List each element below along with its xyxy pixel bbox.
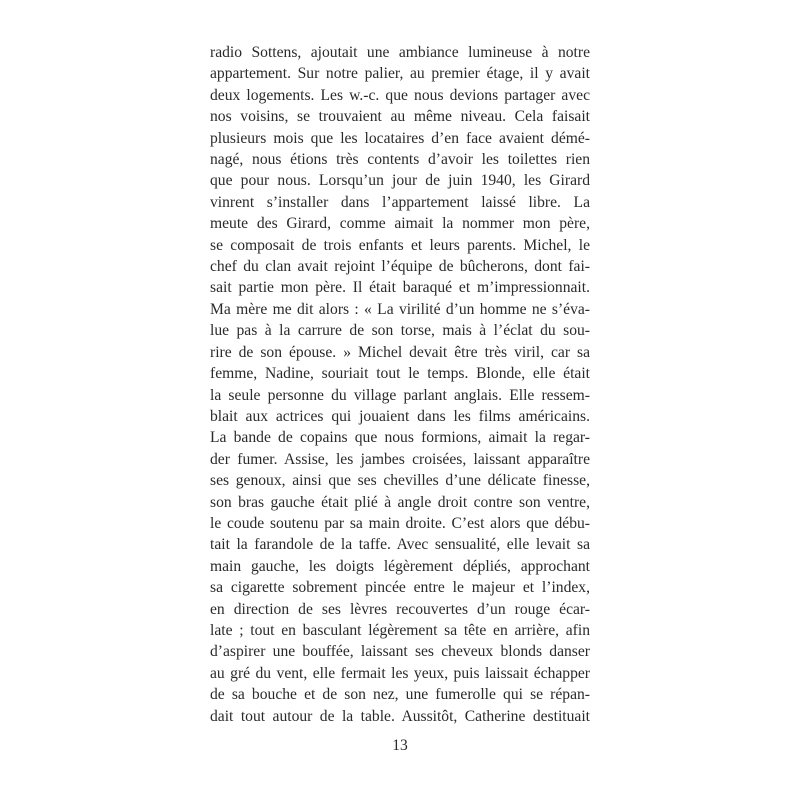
text-line: meute des Girard, comme aimait la nommer mon père, xyxy=(210,215,590,233)
text-line: plusieurs mois que les locataires d’en face avaient démé- xyxy=(210,129,590,147)
text-line: late ; tout en basculant légèrement sa tête en arrière, afin xyxy=(210,621,590,639)
text-line: au gré du vent, elle fermait les yeux, puis laissait échapper xyxy=(210,664,590,682)
body-text xyxy=(210,42,590,727)
text-line: blait aux actrices qui jouaient dans les films américains. xyxy=(210,407,590,425)
text-line: ses genoux, ainsi que ses chevilles d’une délicate finesse, xyxy=(210,472,590,490)
text-line: son bras gauche était plié à angle droit contre son ventre, xyxy=(210,493,590,511)
text-line: vinrent s’installer dans l’appartement laissé libre. La xyxy=(210,193,590,211)
text-line: appartement. Sur notre palier, au premier étage, il y avait xyxy=(210,65,590,83)
text-line: main gauche, les doigts légèrement dépliés, approchant xyxy=(210,557,590,575)
text-line: la seule personne du village parlant anglais. Elle ressem- xyxy=(210,386,590,404)
page-number: 13 xyxy=(392,737,408,754)
text-line: chef du clan avait rejoint l’équipe de bûcherons, dont fai- xyxy=(210,258,590,276)
text-line: se composait de trois enfants et leurs parents. Michel, le xyxy=(210,236,590,254)
text-line: le coude soutenu par sa main droite. C’est alors que débu- xyxy=(210,514,590,532)
text-line: sait partie mon père. Il était baraqué et m’impressionnait. xyxy=(210,279,590,297)
text-line: deux logements. Les w.-c. que nous devions partager avec xyxy=(210,86,590,104)
text-line: nagé, nous étions très contents d’avoir les toilettes rien xyxy=(210,151,590,169)
text-line: sa cigarette sobrement pincée entre le majeur et l’index, xyxy=(210,579,590,597)
text-line: dait tout autour de la table. Aussitôt, Catherine destituait xyxy=(210,707,590,725)
text-line: radio Sottens, ajoutait une ambiance lumineuse à notre xyxy=(210,44,590,61)
text-line: der fumer. Assise, les jambes croisées, laissant apparaître xyxy=(210,450,590,468)
text-line: lue pas à la carrure de son torse, mais à l’éclat du sou- xyxy=(210,322,590,340)
text-line: d’aspirer une bouffée, laissant ses cheveux blonds danser xyxy=(210,643,590,661)
text-line: rire de son épouse. » Michel devait être très viril, car sa xyxy=(210,343,590,361)
text-line: que pour nous. Lorsqu’un jour de juin 1940, les Girard xyxy=(210,172,590,190)
text-line: tait la farandole de la taffe. Avec sensualité, elle levait sa xyxy=(210,536,590,554)
text-line: femme, Nadine, souriait tout le temps. Blonde, elle était xyxy=(210,365,590,383)
text-line: nos voisins, se trouvaient au même niveau. Cela faisait xyxy=(210,108,590,126)
text-line: Ma mère me dit alors : « La virilité d’un homme ne s’éva- xyxy=(210,300,590,318)
text-line: de sa bouche et de son nez, une fumerolle qui se répan- xyxy=(210,686,590,704)
text-line: en direction de ses lèvres recouvertes d’un rouge écar- xyxy=(210,600,590,618)
text-line: La bande de copains que nous formions, aimait la regar- xyxy=(210,429,590,447)
